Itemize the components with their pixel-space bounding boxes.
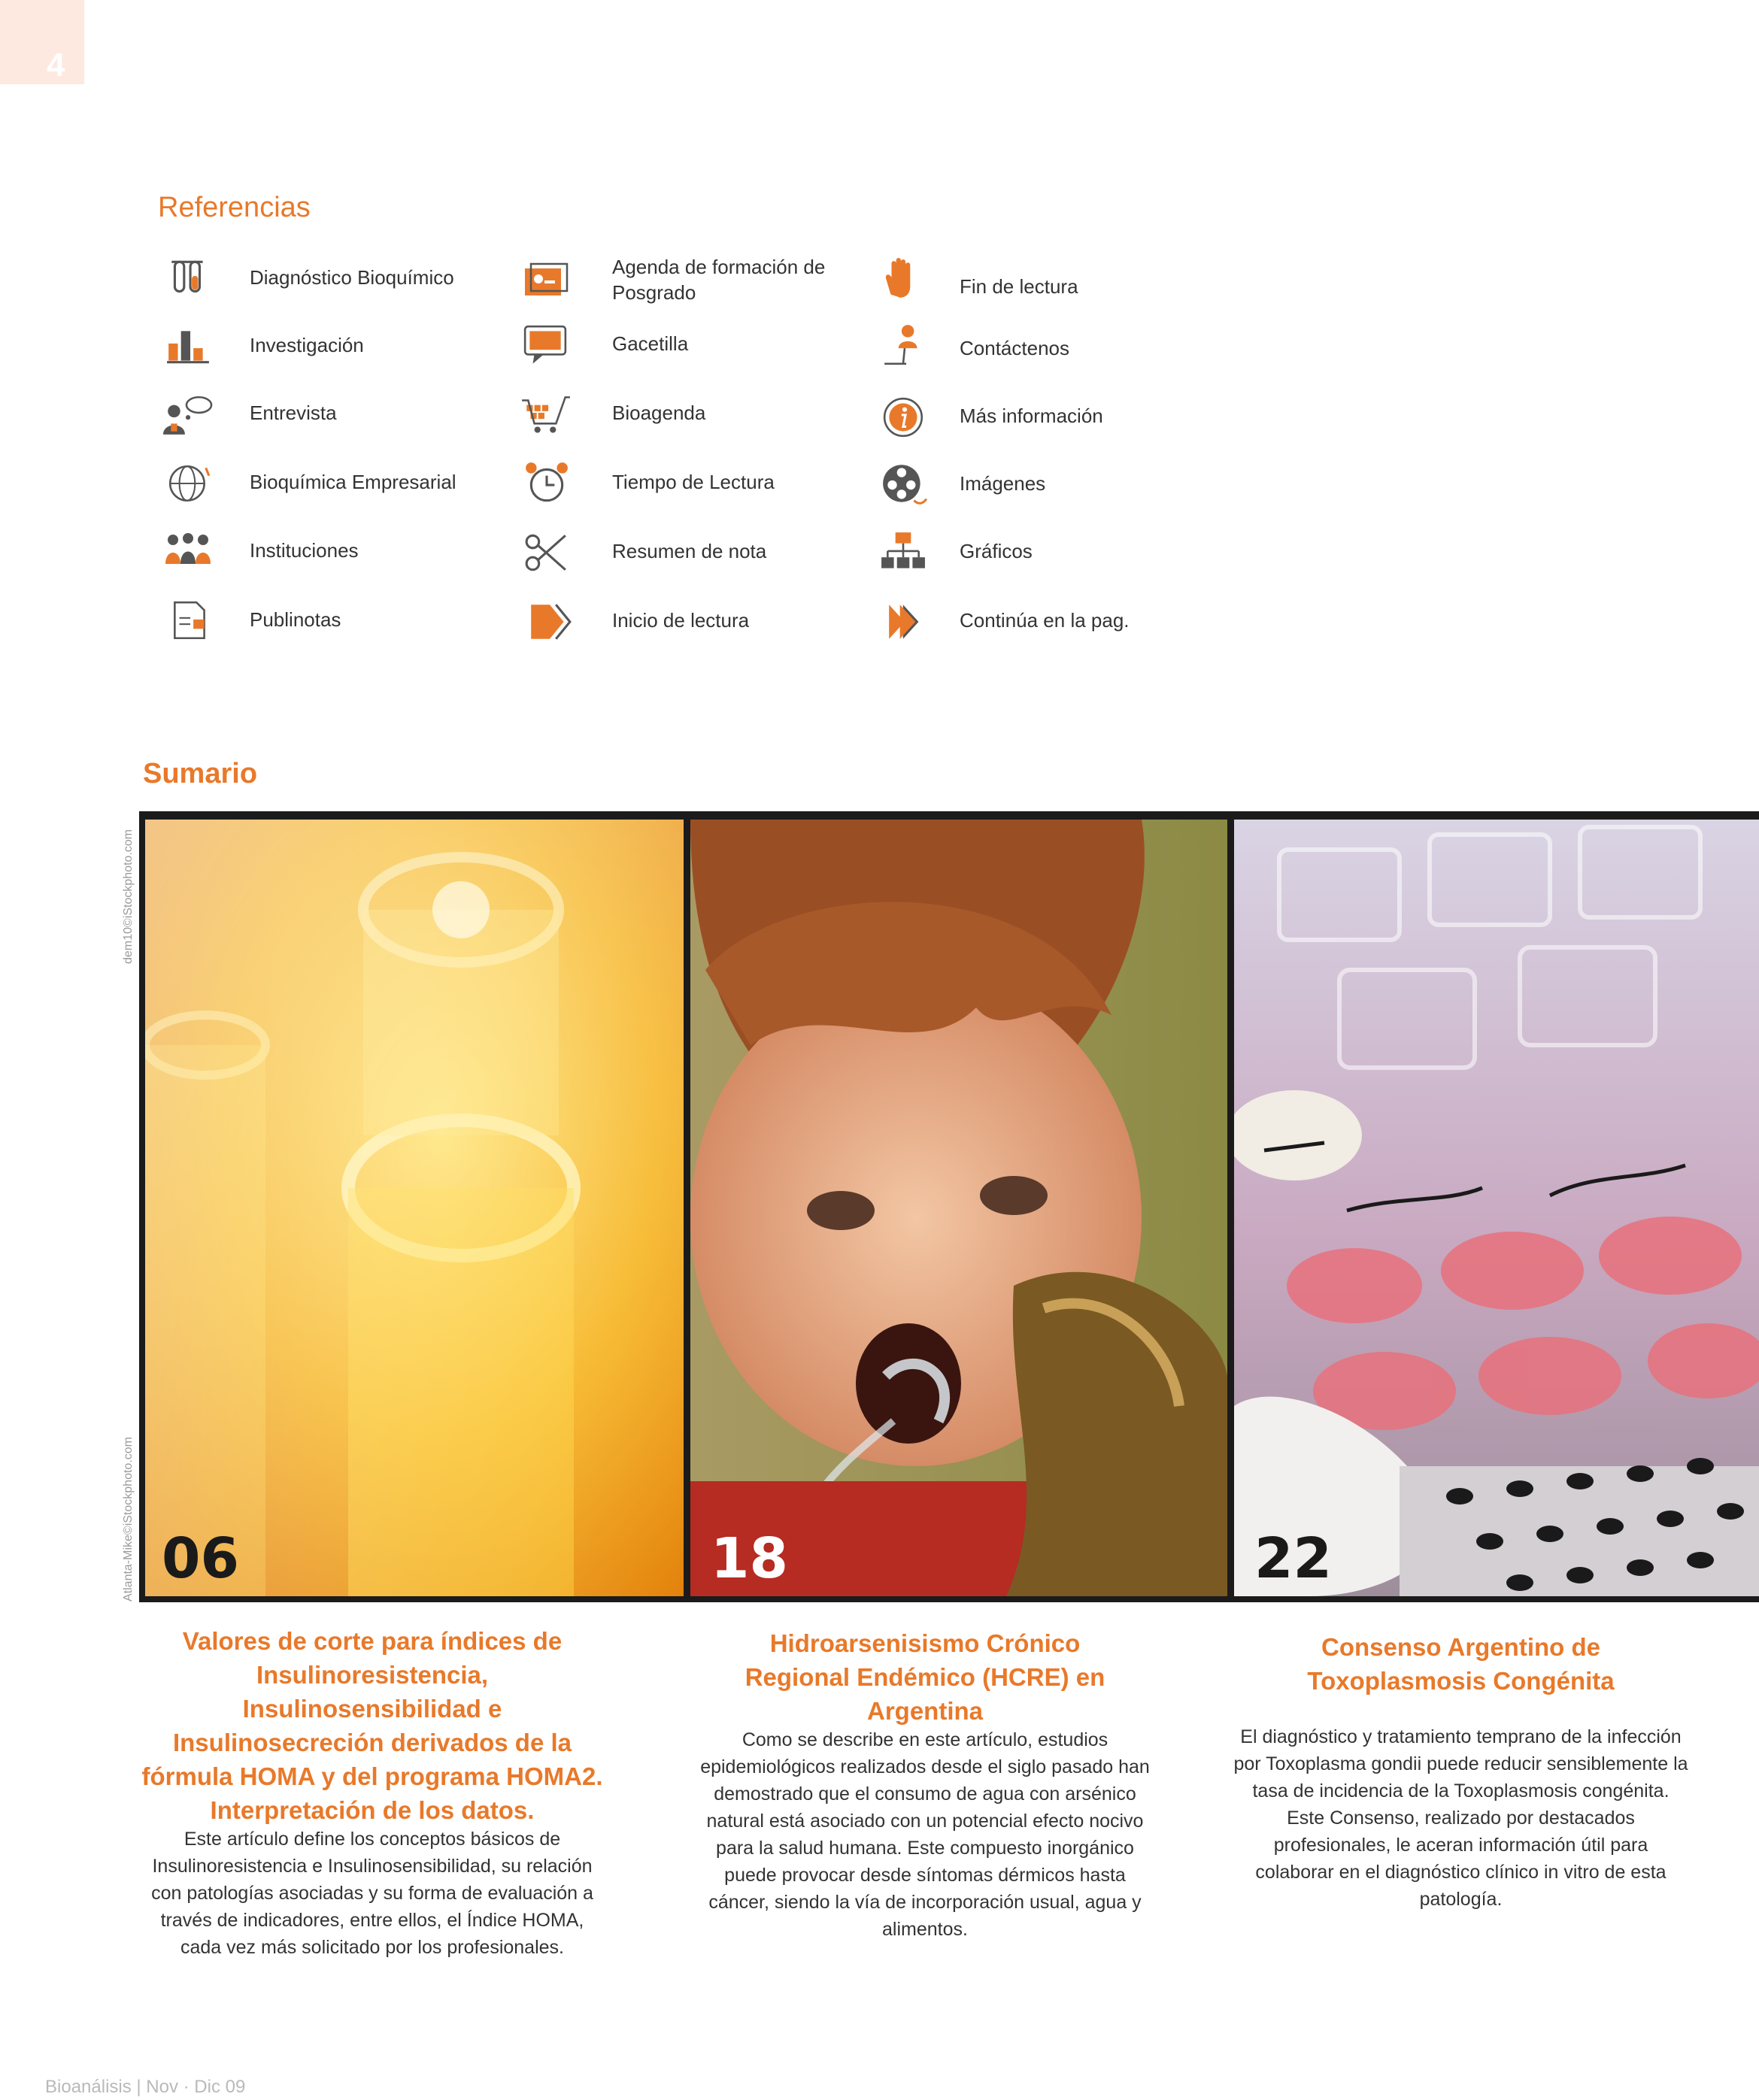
bar-chart-icon bbox=[165, 323, 212, 370]
hand-stop-icon bbox=[880, 256, 927, 302]
article-title[interactable]: Hidroarsenisismo Crónico Regional Endémico (HCRE) en Argentina bbox=[745, 1629, 1105, 1725]
contact-icon bbox=[881, 322, 928, 368]
article-page-number: 22 bbox=[1254, 1526, 1332, 1591]
boy-water-photo bbox=[690, 820, 1227, 1596]
ref-label: Bioagenda bbox=[612, 402, 706, 424]
interview-icon bbox=[159, 391, 215, 438]
ref-label: Instituciones bbox=[250, 539, 359, 562]
document-icon bbox=[167, 598, 214, 644]
ref-label: Resumen de nota bbox=[612, 540, 767, 562]
globe-icon bbox=[165, 460, 212, 507]
start-arrow-icon bbox=[526, 598, 573, 645]
page-number: 4 bbox=[47, 47, 65, 83]
presentation-icon bbox=[522, 257, 570, 304]
continue-arrow-icon bbox=[884, 598, 931, 645]
photo-credit: dem10©iStockphoto.com bbox=[122, 829, 135, 964]
article-page-number: 18 bbox=[711, 1526, 788, 1591]
cart-icon bbox=[519, 391, 573, 438]
scissors-icon bbox=[523, 529, 570, 576]
article-summary: El diagnóstico y tratamiento temprano de la infección por Toxoplasma gondii puede reducir sensiblemente la tasa de incidencia de la Toxoplasmosis congénita. Este Consenso, realizado por destacados profesionales, le aceran información útil para colaborar en el diagnóstico clínico in vitro de esta patología. bbox=[1233, 1726, 1688, 1910]
article-summary: Este artículo define los conceptos básicos de Insulinoresistencia e Insulinosensibilidad, su relación con patologías asociadas y su forma de evaluación a través de indicadores, entre ellos, el Índice HOMA, cada vez más solicitado por los profesionales. bbox=[151, 1829, 593, 1958]
ref-label: Publinotas bbox=[250, 608, 341, 631]
ref-label: Fin de lectura bbox=[960, 275, 1078, 298]
ref-label: Continúa en la pag. bbox=[960, 609, 1130, 632]
ref-label: Gacetilla bbox=[612, 332, 689, 355]
article-photo-test-tubes[interactable] bbox=[145, 820, 684, 1596]
ref-label: Entrevista bbox=[250, 402, 337, 424]
info-icon bbox=[881, 394, 928, 441]
article-photo-boy-water[interactable] bbox=[690, 820, 1227, 1596]
photo-credit: Atlanta-Mike©iStockphoto.com bbox=[122, 1437, 135, 1602]
article-summary: Como se describe en este artículo, estudios epidemiológicos realizados desde el siglo pasado han demostrado que el consumo de agua con arsénico natural está asociado con un potencial efecto nocivo para la salud humana. Este compuesto inorgánico puede provocar desde síntomas dérmicos hasta cáncer, siendo la vía de incorporación usual, agua y alimentos. bbox=[700, 1729, 1150, 1940]
ref-label: Bioquímica Empresarial bbox=[250, 471, 456, 493]
film-reel-icon bbox=[880, 462, 930, 508]
footer: Bioanálisis | Nov · Dic 09 bbox=[45, 2077, 246, 2097]
ref-label: Inicio de lectura bbox=[612, 609, 750, 632]
ref-label: Agenda de formación de Posgrado bbox=[612, 256, 826, 304]
article-title[interactable]: Valores de corte para índices de Insulinoresistencia, Insulinosensibilidad e Insulinosecreción derivados de la fórmula HOMA y del programa HOMA2. Interpretación de los datos. bbox=[141, 1627, 603, 1824]
test-tubes-icon bbox=[165, 256, 212, 302]
ref-label: Imágenes bbox=[960, 472, 1046, 495]
ref-label: Investigación bbox=[250, 334, 364, 356]
ref-label: Gráficos bbox=[960, 540, 1033, 562]
org-chart-icon bbox=[880, 529, 927, 576]
alarm-clock-icon bbox=[523, 460, 570, 507]
ref-label: Contáctenos bbox=[960, 337, 1069, 359]
ref-label: Tiempo de Lectura bbox=[612, 471, 775, 493]
ref-label: Diagnóstico Bioquímico bbox=[250, 266, 454, 289]
ref-label: Más información bbox=[960, 405, 1103, 427]
test-tubes-photo bbox=[145, 820, 684, 1596]
lab-plates-photo bbox=[1234, 820, 1759, 1596]
article-photo-lab-plates[interactable] bbox=[1234, 820, 1759, 1596]
summary-title: Sumario bbox=[143, 758, 258, 789]
chat-icon bbox=[522, 322, 569, 368]
article-page-number: 06 bbox=[162, 1526, 239, 1591]
article-title[interactable]: Consenso Argentino de Toxoplasmosis Congénita bbox=[1307, 1633, 1615, 1695]
references-title: Referencias bbox=[158, 192, 311, 223]
people-icon bbox=[164, 529, 212, 575]
page-number-tab bbox=[0, 0, 84, 84]
